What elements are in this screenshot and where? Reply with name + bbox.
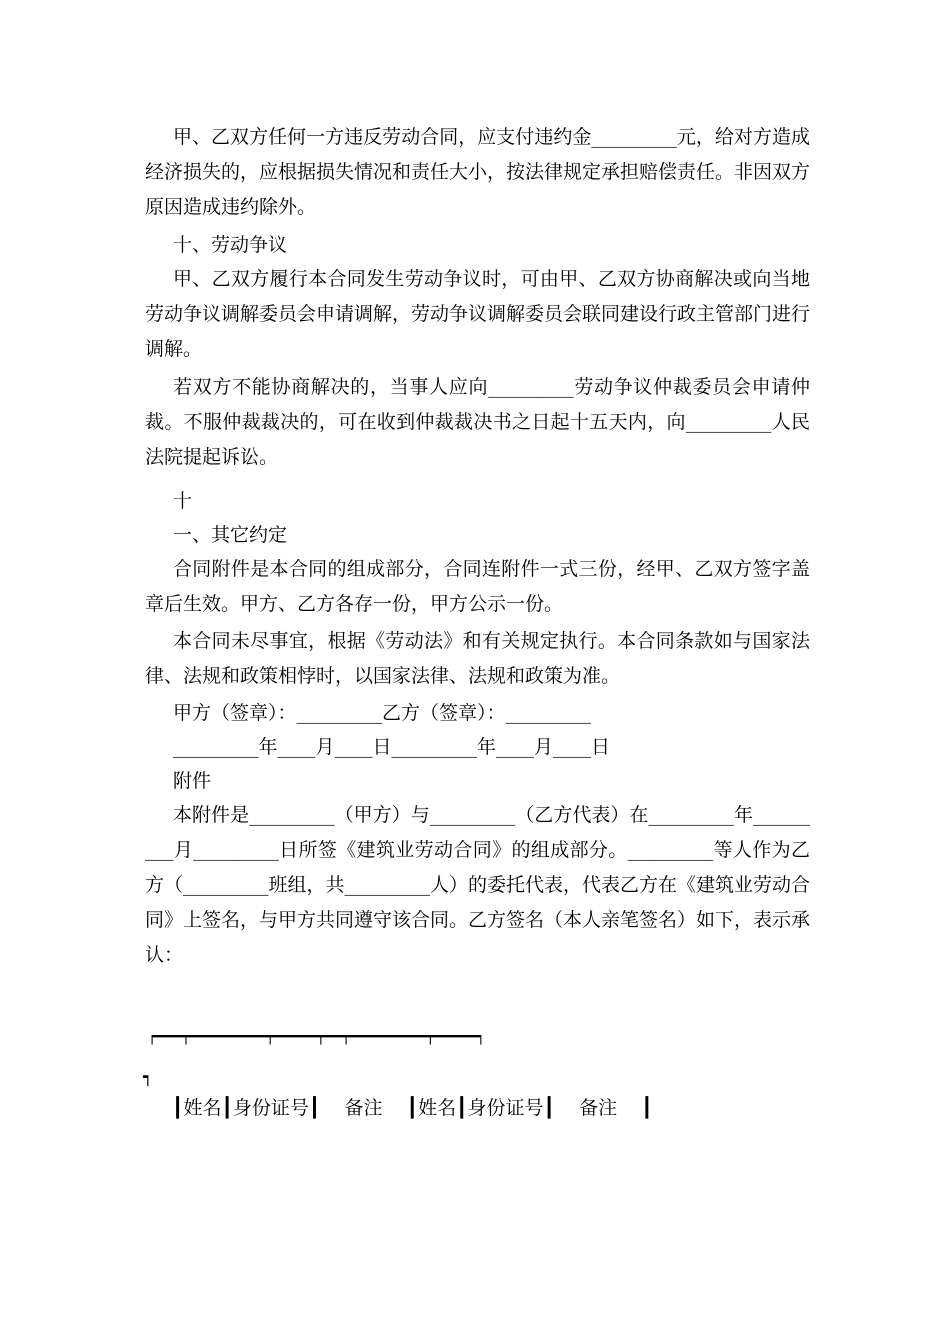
section-number-eleven: 十 <box>173 490 193 512</box>
section-heading-labor-dispute: 十、劳动争议 <box>173 234 288 256</box>
paragraph-dispute-mediation: 甲、乙双方履行本合同发生劳动争议时，可由甲、乙双方协商解决或向当地劳动争议调解委员会申请调解，劳动争议调解委员会联同建设行政主管部门进行调解。 <box>145 268 811 360</box>
date-line: _________年____月____日_________年____月____日 <box>173 736 611 758</box>
paragraph-attachment-validity: 合同附件是本合同的组成部分，合同连附件一式三份，经甲、乙双方签字盖章后生效。甲方、乙方各存一份，甲方公示一份。 <box>145 558 810 615</box>
signature-line: 甲方（签章）：_________乙方（签章）：_________ <box>173 702 592 724</box>
attachment-title: 附件 <box>173 770 212 792</box>
table-top-border: ┍━━━┯━━━━━━━━━┯━━━━━┯━━┯━━━━━━━━━┯━━━━━┑ <box>148 1029 486 1045</box>
table-header-row: ┃姓名┃身份证号┃ 备注 ┃姓名┃身份证号┃ 备注 ┃ <box>172 1097 653 1119</box>
paragraph-attachment-body: 本附件是_________（甲方）与_________（乙方代表）在_________年_________月_________日所签《建筑业劳动合同》的组成部分。_________等人作为乙方（_________班组，共_________人）的委托代表，代表乙方在《建筑业劳动合同》上签名，与甲方共同遵守该合同。乙方签名（本人亲笔签名）如下，表示承认： <box>145 804 811 966</box>
table-corner: ┑ <box>143 1067 153 1086</box>
paragraph-arbitration: 若双方不能协商解决的，当事人应向_________劳动争议仲裁委员会申请仲裁。不服仲裁裁决的，可在收到仲裁裁决书之日起十五天内，向_________人民法院提起诉讼。 <box>145 376 810 468</box>
paragraph-unresolved-matters: 本合同未尽事宜，根据《劳动法》和有关规定执行。本合同条款如与国家法律、法规和政策相悖时，以国家法律、法规和政策为准。 <box>145 630 810 687</box>
section-heading-other-terms: 一、其它约定 <box>173 524 288 546</box>
paragraph-breach-penalty: 甲、乙双方任何一方违反劳动合同，应支付违约金_________元，给对方造成经济损失的，应根据损失情况和责任大小，按法律规定承担赔偿责任。非因双方原因造成违约除外。 <box>145 126 811 218</box>
